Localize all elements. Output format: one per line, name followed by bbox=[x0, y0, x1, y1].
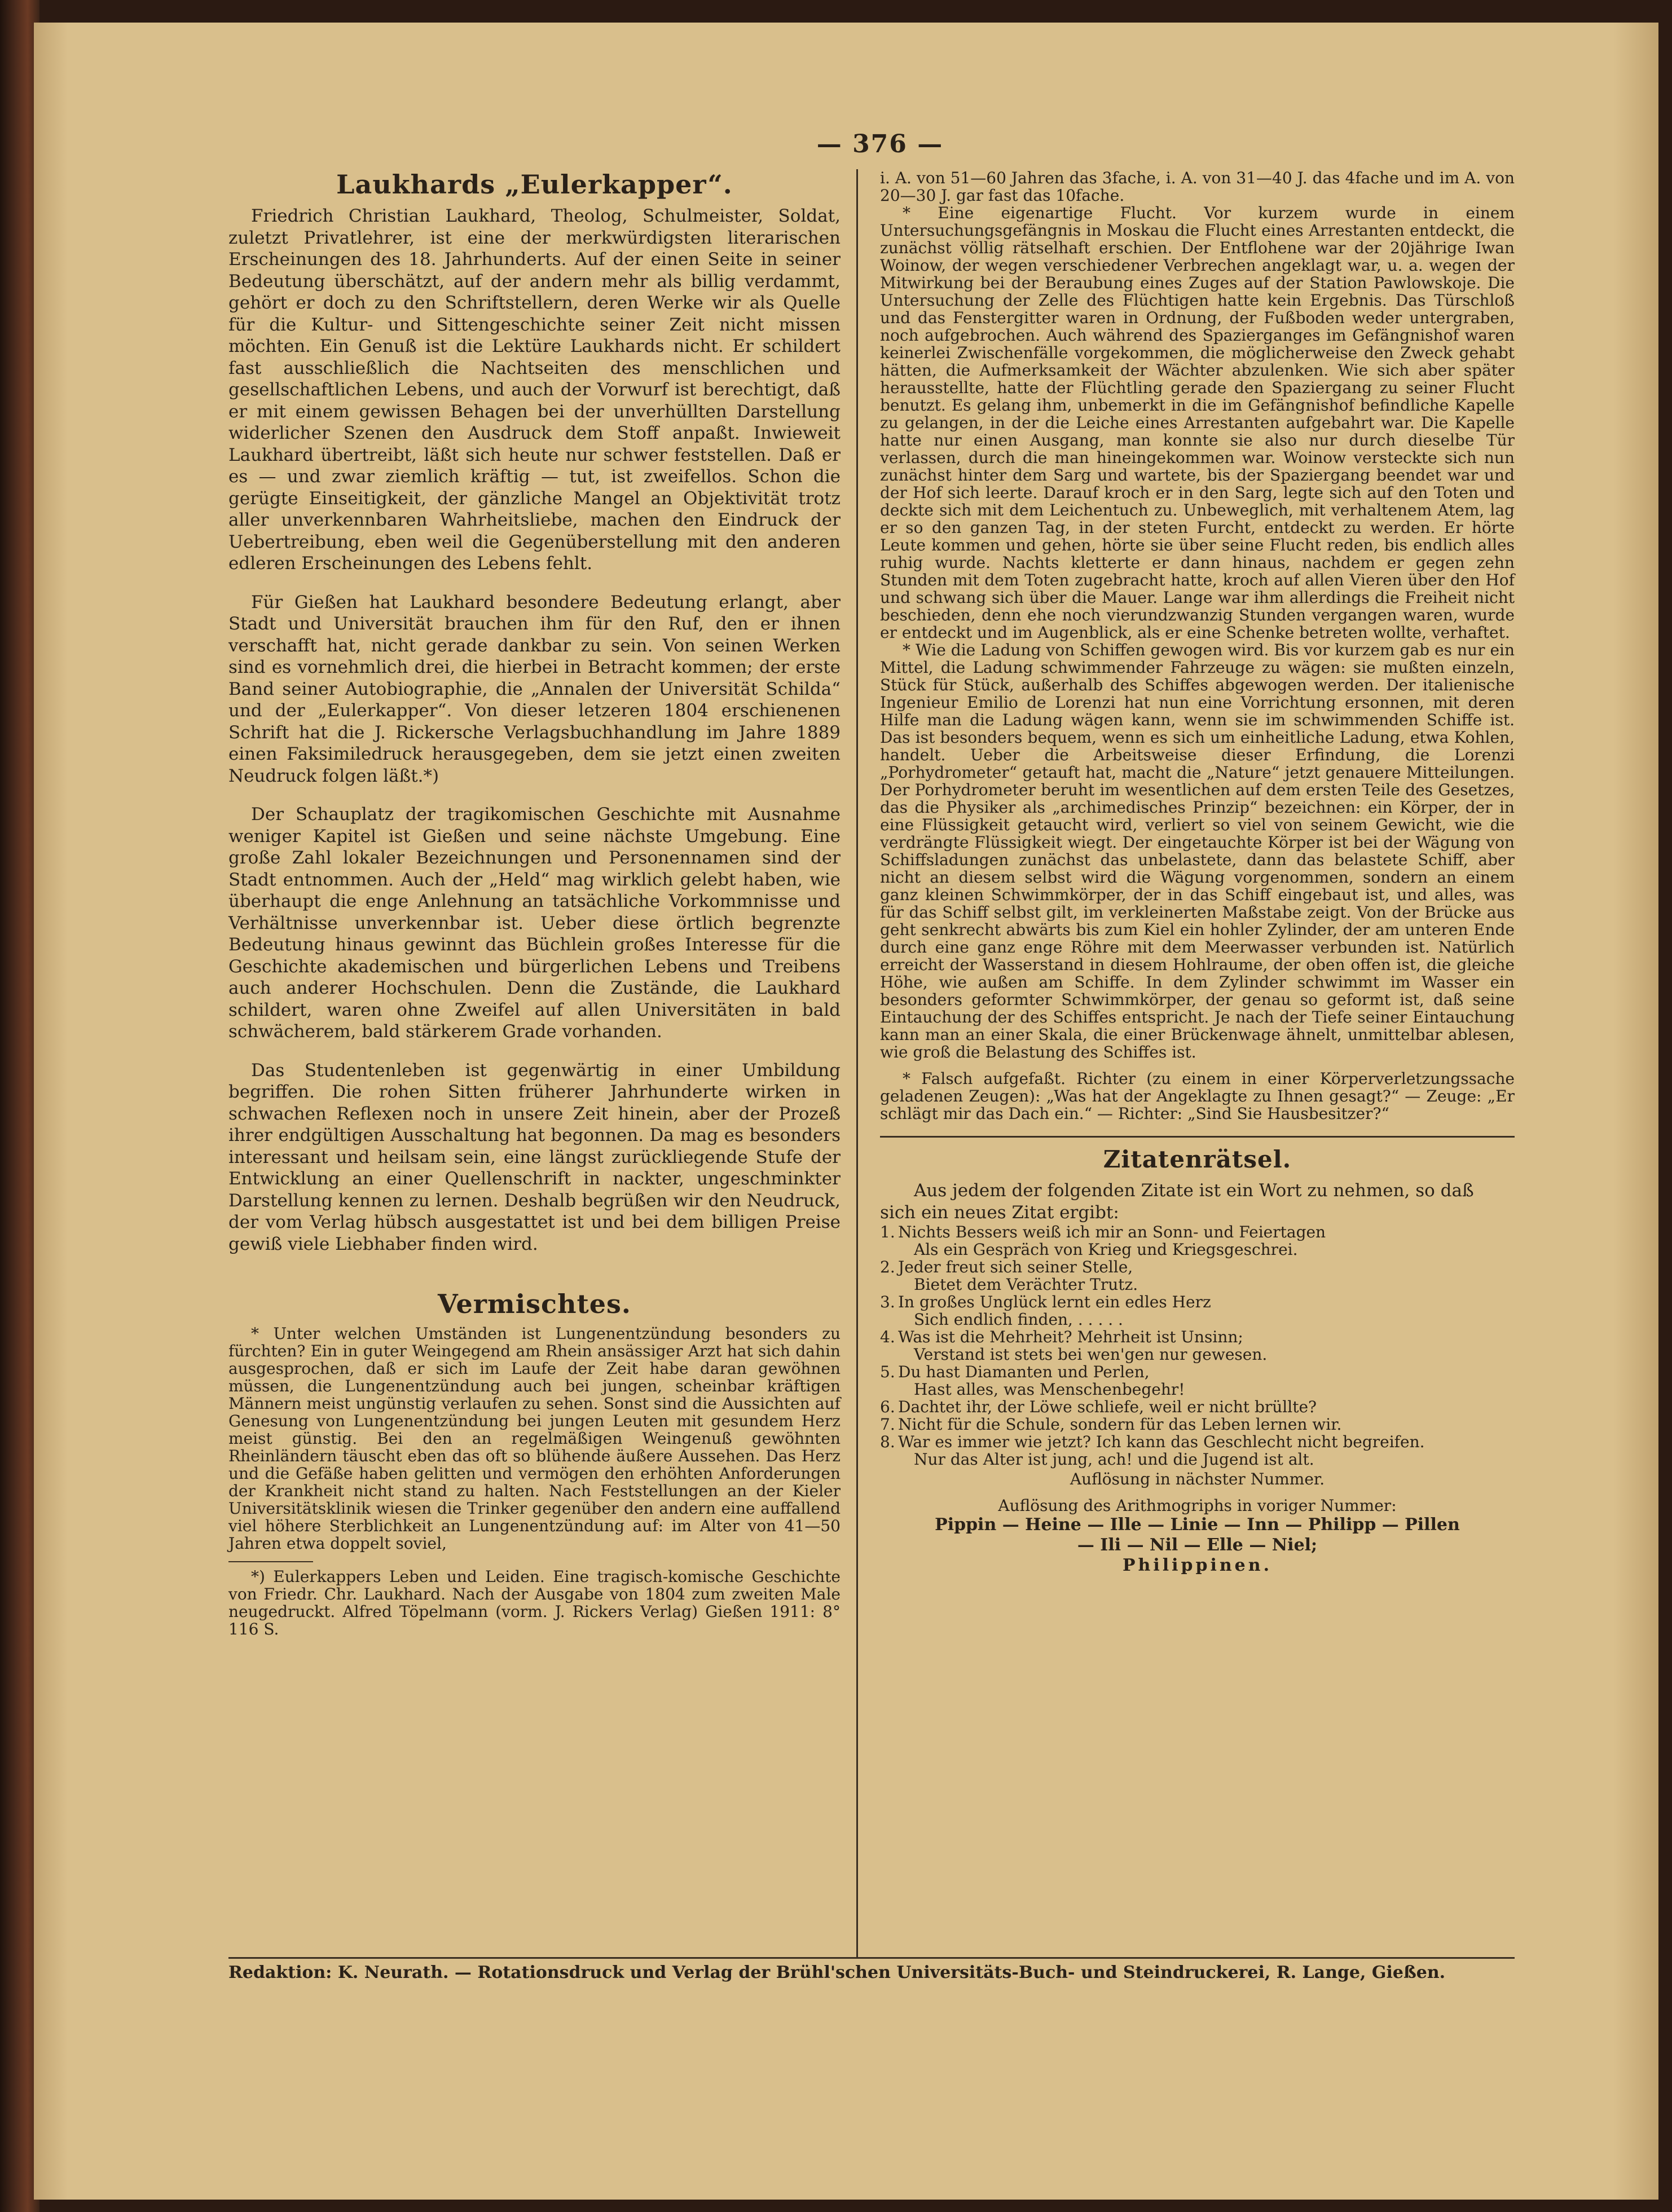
article-paragraph: Friedrich Christian Laukhard, Theolog, Schulmeister, Soldat, zuletzt Privatlehrer, ist eine der merkwürdigsten literarischen Erscheinungen des 18. Jahrhunderts. Auf der einen Seite in seiner Bedeutung überschätzt, auf der andern mehr als billig verdammt, gehört er doch zu den Schriftstellern, deren Werke wir als Quelle für die Kultur- und Sittengeschichte seiner Zeit nicht missen möchten. Ein Genuß ist die Lektüre Laukhards nicht. Er schildert fast ausschließlich die Nachtseiten des menschlichen und gesellschaftlichen Lebens, und auch der Vorwurf ist berechtigt, daß er mit einem gewissen Behagen bei der unverhüllten Darstellung widerlicher Szenen den Ausdruck dem Stoff anpaßt. Inwieweit Laukhard übertreibt, läßt sich heute nur schwer feststellen. Daß er es — und zwar ziemlich kräftig — tut, ist zweifellos. Schon die gerügte Einseitigkeit, der gänzliche Mangel an Objektivität trotz aller unverkennbaren Wahrheitsliebe, machen den Eindruck der Uebertreibung, eben weil die Gegenüberstellung mit den anderen edleren Erscheinungen des Lebens fehlt. bbox=[228, 206, 841, 574]
riddle-next-issue: Auflösung in nächster Nummer. bbox=[1070, 1470, 1325, 1488]
riddle-item: 8. War es immer wie jetzt? Ich kann das Geschlecht nicht begreifen. Nur das Alter ist jung, ach! und die Jugend ist alt. bbox=[880, 1433, 1425, 1469]
footer-rule bbox=[228, 1957, 1515, 1959]
left-column bbox=[228, 169, 841, 1638]
riddle-intro: Aus jedem der folgenden Zitate ist ein Wort zu nehmen, so daß sich ein neues Zitat ergibt: bbox=[880, 1180, 1474, 1223]
news-item-escape: * Eine eigenartige Flucht. Vor kurzem wurde in einem Untersuchungsgefängnis in Moskau die Flucht eines Arrestanten entdeckt, die zunächst völlig rätselhaft erschien. Der Entflohene war der 20jährige Iwan Woinow, der wegen verschiedener Verbrechen angeklagt war, u. a. wegen der Mitwirkung bei der Beraubung eines Zuges auf der Station Pawlowskoje. Die Untersuchung der Zelle des Flüchtigen hatte kein Ergebnis. Das Türschloß und das Fenstergitter waren in Ordnung, der Fußboden weder untergraben, noch aufgebrochen. Auch während des Spazierganges im Gefängnishof waren keinerlei Zwischenfälle vorgekommen, die möglicherweise den Zweck gehabt hätten, die Aufmerksamkeit der Wächter abzulenken. Wie sich aber später herausstellte, hatte der Flüchtling gerade den Spaziergang zu seiner Flucht benutzt. Es gelang ihm, unbemerkt in die im Gefängnishof befindliche Kapelle zu gelangen, in der die Leiche eines Arrestanten aufgebahrt war. Die Kapelle hatte nur einen Ausgang, man konnte sie also nur durch dieselbe Tür verlassen, durch die man hineingekommen war. Woinow versteckte sich nun zunächst hinter dem Sarg und wartete, bis der Spaziergang beendet war und der Hof sich leerte. Darauf kroch er in den Sarg, legte sich auf den Toten und deckte sich mit dem Leichentuch zu. Unbeweglich, mit verhaltenem Atem, lag er so den ganzen Tag, in der steten Furcht, entdeckt zu werden. Er hörte Leute kommen und gehen, hörte sie über seine Flucht reden, bis endlich alles ruhig wurde. Nachts kletterte er dann hinaus, nachdem er gegen zehn Stunden mit dem Toten zugebracht hatte, kroch auf allen Vieren über den Hof und schwang sich über die Mauer. Lange war ihm allerdings die Freiheit nicht beschieden, denn ehe noch vierundzwanzig Stunden vergangen waren, wurde er entdeckt und im Augenblick, als er eine Schenke betreten wollte, verhaftet. bbox=[880, 204, 1515, 642]
riddle-item: 4. Was ist die Mehrheit? Mehrheit ist Unsinn; Verstand ist stets bei wen'gen nur gewesen. bbox=[880, 1328, 1268, 1364]
article-paragraph: Für Gießen hat Laukhard besondere Bedeutung erlangt, aber Stadt und Universität brauchen ihm für den Ruf, den er ihnen verschafft hat, nicht gerade dankbar zu sein. Von seinen Werken sind es vornehmlich drei, die hierbei in Betracht kommen; der erste Band seiner Autobiographie, die „Annalen der Universität Schilda“ und der „Eulerkapper“. Von dieser letzeren 1804 erschienenen Schrift hat die J. Rickersche Verlagsbuchhandlung im Jahre 1889 einen Faksimiledruck herausgegeben, dem sie jetzt einen zweiten Neudruck folgen läßt.*) bbox=[228, 592, 841, 786]
news-item-ship-weighing: * Wie die Ladung von Schiffen gewogen wird. Bis vor kurzem gab es nur ein Mittel, die Ladung schwimmender Fahrzeuge zu wägen: sie mußten einzeln, Stück für Stück, außerhalb des Schiffes abgewogen werden. Der italienische Ingenieur Emilio de Lorenzi hat nun eine Vorrichtung ersonnen, mit deren Hilfe man die Ladung wägen kann, wenn sie im schwimmenden Schiffe ist. Das ist besonders bequem, wenn es sich um einheitliche Ladung, etwa Kohlen, handelt. Ueber die Arbeitsweise dieser Erfindung, die Lorenzi „Porhydrometer“ getauft hat, macht die „Nature“ jetzt genauere Mitteilungen. Der Porhydrometer beruht im wesentlichen auf dem ersten Teile des Gesetzes, das die Physiker als „archimedisches Prinzip“ bezeichnen: ein Körper, der in eine Flüssigkeit getaucht wird, verliert so viel von seinem Gewicht, wie die verdrängte Flüssigkeit wiegt. Der eingetauchte Körper ist bei der Wägung von Schiffsladungen zunächst das unbelastete, dann das belastete Schiff, aber nicht an diesem selbst wird die Wägung vorgenommen, sondern an einem ganz kleinen Schwimmkörper, der in das Schiff eingebaut ist, und alles, was für das Schiff selbst gilt, im verkleinerten Maßstabe zeigt. Von der Brücke aus geht senkrecht abwärts bis zum Kiel ein hohler Zylinder, der am unteren Ende durch eine ganz enge Röhre mit dem Meerwasser verbunden ist. Natürlich erreicht der Wasserstand in diesem Hohlraume, der oben offen ist, die gleiche Höhe, wie außen am Schiffe. In dem Zylinder schwimmt im Wasser ein besonders geformter Schwimmkörper, der genau so geformt ist, daß seine Eintauchung der des Schiffes entspricht. Je nach der Tiefe seiner Eintauchung kann man an einer Skala, die einer Brückenwage ähnelt, unmittelbar ablesen, wie groß die Belastung des Schiffes ist. bbox=[880, 641, 1515, 1061]
right-column bbox=[880, 169, 1515, 1576]
solution-line: — Ili — Nil — Elle — Niel; bbox=[1077, 1535, 1318, 1555]
section-separator bbox=[880, 1122, 1515, 1138]
column-divider bbox=[856, 169, 858, 1957]
news-item-pneumonia: * Unter welchen Umständen ist Lungenentzündung besonders zu fürchten? Ein in guter Weingegend am Rhein ansässiger Arzt hat sich dahin ausgesprochen, daß er sich im Laufe der Zeit habe daran gewöhnen müssen, die Lungenentzündung auch bei jungen, scheinbar kräftigen Männern meist ungünstig verlaufen zu sehen. Sonst sind die Aussichten auf Genesung von Lungenentzündung bei jungen Leuten mit gesundem Herz meist günstig. Bei den an regelmäßigen Weingenuß gewöhnten Rheinländern täuscht eben das oft so blühende äußere Aussehen. Das Herz und die Gefäße haben gelitten und vermögen den erhöhten Anforderungen der Krankheit nicht stand zu halten. Nach Feststellungen an der Kieler Universitätsklinik wiesen die Trinker gegenüber den andern eine auffallend viel höhere Sterblichkeit an Lungenentzündung auf: im Alter von 41—50 Jahren etwa doppelt soviel, bbox=[228, 1324, 841, 1553]
article-title: Laukhards „Eulerkapper“. bbox=[336, 169, 733, 200]
article-paragraph: Das Studentenleben ist gegenwärtig in einer Umbildung begriffen. Die rohen Sitten früherer Jahrhunderte wirken in schwachen Reflexen noch in unsere Zeit hinein, aber der Prozeß ihrer endgültigen Ausschaltung hat begonnen. Da mag es besonders interessant und heilsam sein, eine längst zurückliegende Stufe der Entwicklung an einer Quellenschrift in nackter, ungeschminkter Darstellung kennen zu lernen. Deshalb begrüßen wir den Neudruck, der vom Verlag hübsch ausgestattet ist und bei dem billigen Preise gewiß viele Liebhaber finden wird. bbox=[228, 1060, 841, 1254]
solution-heading: Auflösung des Arithmogriphs in voriger Nummer: bbox=[998, 1496, 1397, 1515]
riddle-block bbox=[880, 1180, 1515, 1576]
riddle-title: Zitatenrätsel. bbox=[1103, 1145, 1292, 1173]
solution-answer: Philippinen. bbox=[1122, 1556, 1273, 1575]
riddle-item: 2. Jeder freut sich seiner Stelle, Bietet dem Verächter Trutz. bbox=[880, 1258, 1138, 1294]
news-item-joke: * Falsch aufgefaßt. Richter (zu einem in einer Körperverletzungssache geladenen Zeugen): „Was hat der Angeklagte zu Ihnen gesagt?“ — Zeuge: „Er schlägt mir das Dach ein.“ — Richter: „Sind Sie Hausbesitzer?“ bbox=[880, 1069, 1515, 1123]
article-paragraph: Der Schauplatz der tragikomischen Geschichte mit Ausnahme weniger Kapitel ist Gießen und seine nächste Umgebung. Eine große Zahl lokaler Bezeichnungen und Personennamen sind der Stadt entnommen. Auch der „Held“ mag wirklich gelebt haben, wie überhaupt die enge Anlehnung an tatsächliche Vorkommnisse und Verhältnisse unverkennbar ist. Ueber diese örtlich begrenzte Bedeutung hinaus gewinnt das Büchlein großes Interesse für die Geschichte akademischen und bürgerlichen Lebens und Treibens auch anderer Hochschulen. Denn die Zustände, die Laukhard schildert, waren ohne Zweifel auf allen Universitäten in bald schwächerem, bald stärkerem Grade vorhanden. bbox=[228, 804, 841, 1042]
riddle-item: 3. In großes Unglück lernt ein edles Herz Sich endlich finden, . . . . . bbox=[880, 1293, 1211, 1329]
page-number: — 376 — bbox=[816, 130, 944, 158]
riddle-item: 5. Du hast Diamanten und Perlen, Hast alles, was Menschenbegehr! bbox=[880, 1363, 1185, 1399]
section-title-vermischtes: Vermischtes. bbox=[438, 1289, 631, 1319]
imprint-footer: Redaktion: K. Neurath. — Rotationsdruck und Verlag der Brühl'schen Universitäts-Buch- und Steindruckerei, R. Lange, Gießen. bbox=[228, 1963, 1446, 1982]
riddle-item: 1. Nichts Bessers weiß ich mir an Sonn- und Feiertagen Als ein Gespräch von Krieg und Kriegsgeschrei. bbox=[880, 1223, 1326, 1259]
riddle-list bbox=[880, 1223, 1515, 1468]
riddle-item: 7. Nicht für die Schule, sondern für das Leben lernen wir. bbox=[880, 1415, 1342, 1434]
riddle-item: 6. Dachtet ihr, der Löwe schliefe, weil er nicht brüllte? bbox=[880, 1398, 1317, 1416]
news-item-pneumonia-continued: i. A. von 51—60 Jahren das 3fache, i. A. von 31—40 J. das 4fache und im A. von 20—30 J. gar fast das 10fache. bbox=[880, 169, 1515, 205]
footnote-rule bbox=[228, 1561, 313, 1562]
solution-line: Pippin — Heine — Ille — Linie — Inn — Philipp — Pillen bbox=[935, 1515, 1460, 1535]
footnote: *) Eulerkappers Leben und Leiden. Eine tragisch-komische Geschichte von Friedr. Chr. Laukhard. Nach der Ausgabe von 1804 zum zweiten Male neugedruckt. Alfred Töpelmann (vorm. J. Rickers Verlag) Gießen 1911: 8° 116 S. bbox=[228, 1567, 841, 1638]
